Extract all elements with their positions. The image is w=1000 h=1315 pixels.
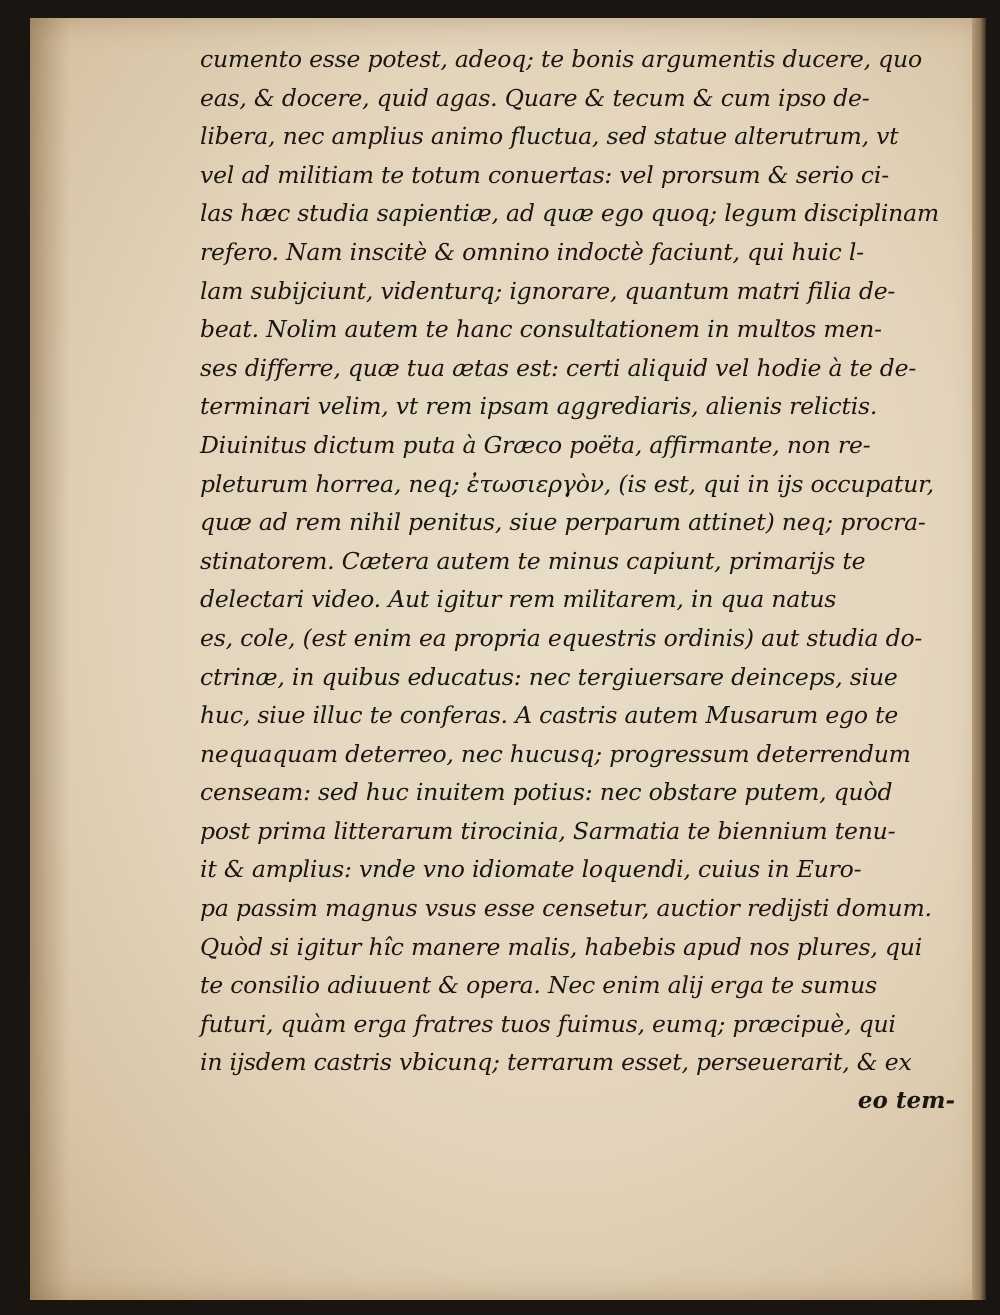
text-line: eas, & docere, quid agas. Quare & tecum & cum ipso de- — [200, 83, 870, 112]
text-line: cumento esse potest, adeoq; te bonis argumentis ducere, quo — [200, 45, 922, 73]
text-line: futuri, quàm erga fratres tuos fuimus, eumq; præcipuè, qui — [200, 1009, 896, 1038]
text-line: ctrinæ, in quibus educatus: nec tergiuersare deinceps, siue — [200, 662, 898, 691]
text-line: delectari video. Aut igitur rem militarem, in qua natus — [200, 585, 837, 614]
text-line: post prima litterarum tirocinia, Sarmatia te biennium tenu- — [200, 816, 896, 845]
text-line: nequaquam deterreo, nec hucusq; progressum deterrendum — [200, 739, 911, 768]
text-line: it & amplius: vnde vno idiomate loquendi, cuius in Euro- — [200, 855, 862, 884]
page-gutter-shadow — [30, 18, 70, 1300]
text-line: quæ ad rem nihil penitus, siue perparum attinet) neq; procra- — [200, 508, 926, 537]
text-line: refero. Nam inscitè & omnino indoctè faciunt, qui huic l- — [200, 237, 864, 266]
page-edge — [972, 18, 986, 1300]
text-line: pleturum horrea, neq; ἐτωσιεργὸν, (is est, qui in ijs occupatur, — [200, 469, 934, 498]
text-line: Diuinitus dictum puta à Græco poëta, affirmante, non re- — [200, 430, 871, 459]
text-line: stinatorem. Cætera autem te minus capiunt, primarijs te — [200, 546, 866, 575]
text-line: vel ad militiam te totum conuertas: vel prorsum & serio ci- — [200, 160, 889, 189]
text-line: censeam: sed huc inuitem potius: nec obstare putem, quòd — [200, 778, 893, 807]
text-line: ses differre, quæ tua ætas est: certi aliquid vel hodie à te de- — [200, 353, 917, 382]
text-line: terminari velim, vt rem ipsam aggrediaris, alienis relictis. — [200, 392, 878, 421]
text-line: las hæc studia sapientiæ, ad quæ ego quoq; legum disciplinam — [200, 199, 939, 228]
text-line: lam subijciunt, videnturq; ignorare, quantum matri filia de- — [200, 276, 896, 305]
text-line: in ijsdem castris vbicunq; terrarum esset, perseuerarit, & ex — [200, 1048, 912, 1077]
text-line: te consilio adiuuent & opera. Nec enim alij erga te sumus — [200, 971, 877, 1000]
text-line: pa passim magnus vsus esse censetur, auctior redijsti domum. — [200, 894, 932, 923]
text-line: libera, nec amplius animo fluctua, sed statue alterutrum, vt — [200, 122, 899, 151]
body-text — [200, 40, 955, 1121]
text-line: Quòd si igitur hîc manere malis, habebis apud nos plures, qui — [200, 932, 923, 961]
text-line: beat. Nolim autem te hanc consultationem in multos men- — [200, 315, 882, 344]
catchword: eo tem- — [857, 1087, 955, 1115]
text-line: es, cole, (est enim ea propria equestris ordinis) aut studia do- — [200, 623, 923, 652]
text-line: huc, siue illuc te conferas. A castris autem Musarum ego te — [200, 701, 899, 730]
